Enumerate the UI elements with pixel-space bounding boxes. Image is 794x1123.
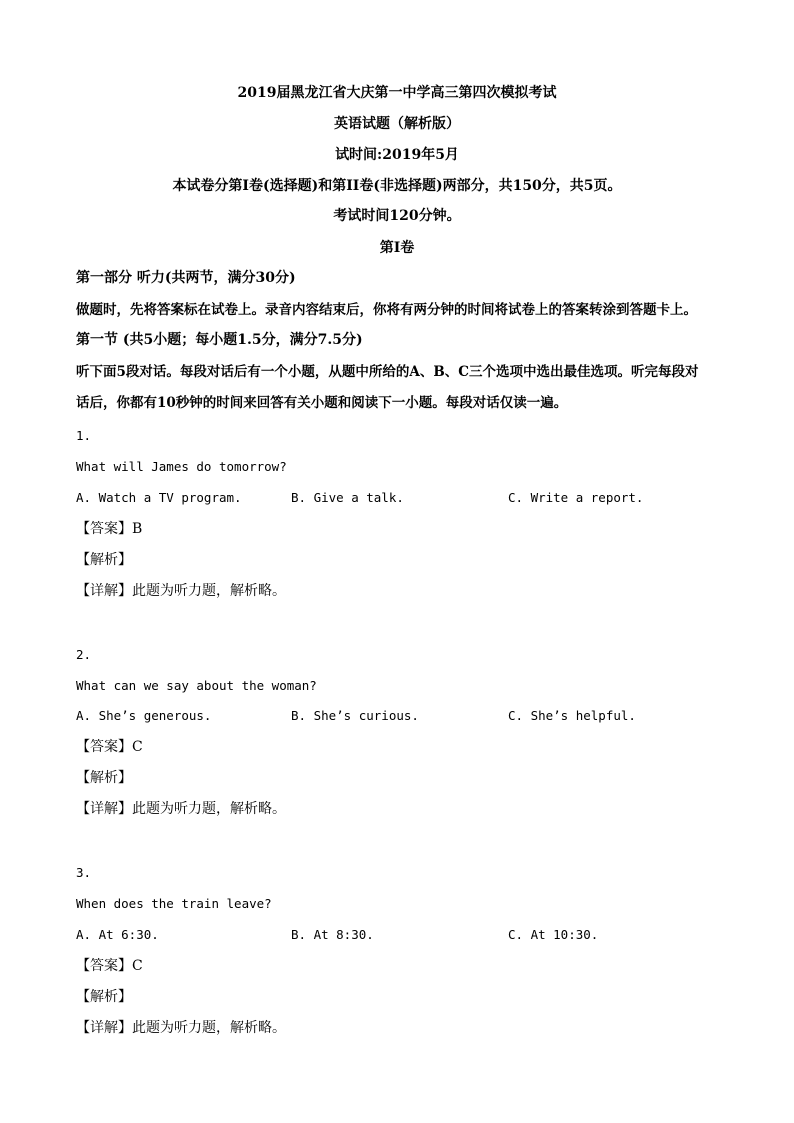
answer-label: 【答案】C [76,958,143,974]
detail-text: 【详解】此题为听力题，解析略。 [76,801,286,817]
exam-title: 2019届黑龙江省大庆第一中学高三第四次模拟考试 [237,85,557,101]
section1-instruction-line2: 话后，你都有10秒钟的时间来回答有关小题和阅读下一小题。每段对话仅读一遍。 [76,395,568,411]
question-number: 1. [76,428,92,443]
option-b: B. Give a talk. [291,490,404,505]
structure-note: 本试卷分第I卷(选择题)和第II卷(非选择题)两部分，共150分，共5页。 [172,178,622,194]
exam-date: 试时间:2019年5月 [335,147,459,163]
exam-subtitle: 英语试题（解析版） [334,116,460,132]
question-number: 3. [76,865,92,880]
part1-instruction: 做题时，先将答案标在试卷上。录音内容结束后，你将有两分钟的时间将试卷上的答案转涂到答题卡上。 [76,302,697,318]
detail-text: 【详解】此题为听力题，解析略。 [76,1020,286,1036]
part1-title: 第一部分 听力(共两节，满分30分) [76,270,296,286]
option-b: B. At 8:30. [291,927,374,942]
option-a: A. She’s generous. [76,708,212,723]
detail-text: 【详解】此题为听力题，解析略。 [76,583,286,599]
analysis-label: 【解析】 [76,552,132,568]
question-number: 2. [76,647,92,662]
option-a: A. At 6:30. [76,927,159,942]
question-text: When does the train leave? [76,896,272,911]
answer-label: 【答案】C [76,739,143,755]
analysis-label: 【解析】 [76,770,132,786]
question-text: What will James do tomorrow? [76,459,287,474]
exam-duration: 考试时间120分钟。 [333,208,461,224]
section1-instruction-line1: 听下面5段对话。每段对话后有一个小题，从题中所给的A、B、C三个选项中选出最佳选项。听完每段对 [76,364,699,380]
option-a: A. Watch a TV program. [76,490,242,505]
option-b: B. She’s curious. [291,708,419,723]
volume-heading: 第I卷 [379,240,415,256]
option-c: C. At 10:30. [508,927,599,942]
answer-label: 【答案】B [76,521,143,537]
option-c: C. She’s helpful. [508,708,636,723]
option-c: C. Write a report. [508,490,644,505]
analysis-label: 【解析】 [76,989,132,1005]
question-text: What can we say about the woman? [76,678,317,693]
section1-title: 第一节 (共5小题；每小题1.5分，满分7.5分) [76,332,363,348]
